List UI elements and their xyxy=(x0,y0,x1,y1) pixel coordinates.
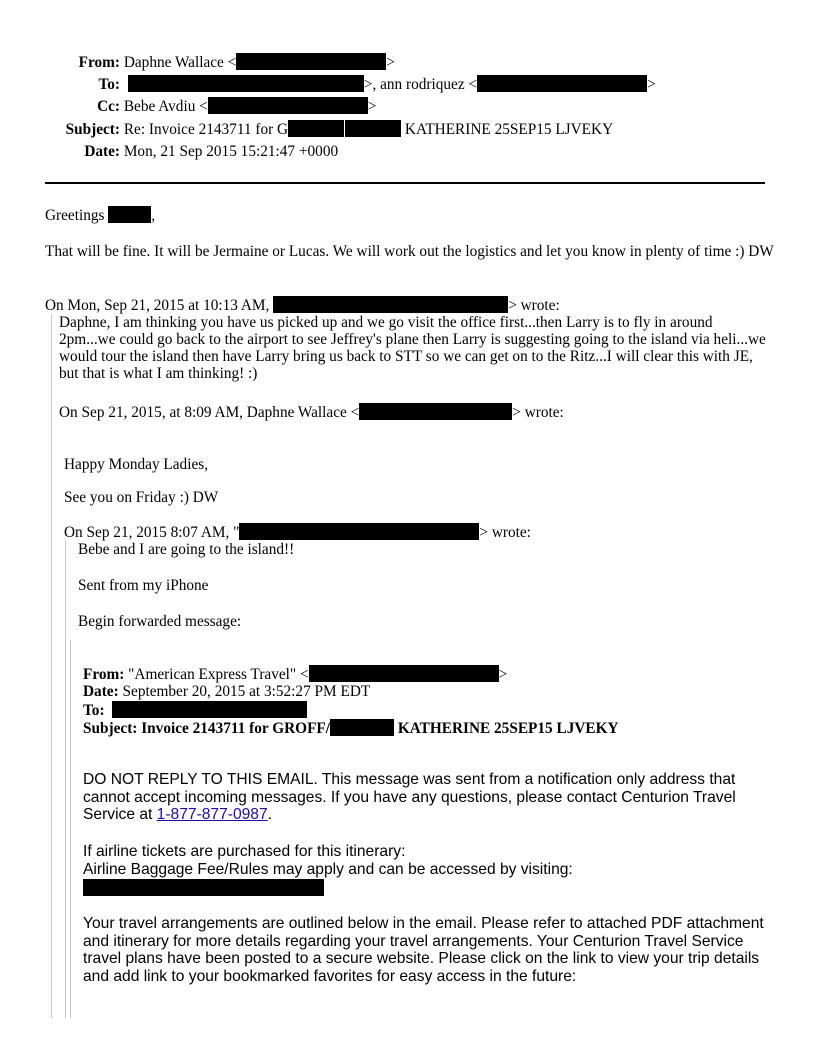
redacted-baggage-link xyxy=(83,879,324,896)
quote-bar-level3 xyxy=(70,640,71,1018)
greeting-text: Greetings xyxy=(45,207,105,224)
notice-text: DO NOT REPLY TO THIS EMAIL. This message was sent from a notification only address that cannot accept incoming messages. If you have any questions, please contact Centurion Travel Service at xyxy=(83,771,736,823)
no-reply-notice xyxy=(83,771,773,824)
redacted-fwd-subject xyxy=(330,719,394,736)
quote2-post: > wrote: xyxy=(512,404,564,421)
quote3-pre: On Sep 21, 2015 8:07 AM, " xyxy=(64,524,240,541)
header-from-row xyxy=(0,53,395,72)
redacted-fwd-from-email xyxy=(309,665,499,682)
fwd-to-label: To: xyxy=(83,702,105,719)
quote-bar-level2 xyxy=(65,540,66,1018)
arrangements-paragraph: Your travel arrangements are outlined below in the email. Please refer to attached PDF attachment and itinerary for more details regarding your travel arrangements. Your Centurion Travel Service travel plans have been posted to a secure website. Please click on the link to view your trip details and add link to your bookmarked favorites for easy access in the future: xyxy=(83,915,764,985)
fwd-from-label: From: xyxy=(83,666,125,683)
subject-pre: Re: Invoice 2143711 for G xyxy=(123,121,289,138)
airline-line2: Airline Baggage Fee/Rules may apply and can be accessed by visiting: xyxy=(83,861,573,878)
quote1-attribution xyxy=(45,296,560,315)
from-name: Daphne Wallace < xyxy=(123,54,237,71)
redacted-subject-name xyxy=(288,120,344,137)
fwd-date-value: September 20, 2015 at 3:52:27 PM EDT xyxy=(122,683,371,700)
date-value: Mon, 21 Sep 2015 15:21:47 +0000 xyxy=(123,143,339,160)
header-cc-row xyxy=(0,97,376,116)
fwd-to-row xyxy=(83,701,307,720)
greeting xyxy=(45,206,155,225)
subject-post: KATHERINE 25SEP15 LJVEKY xyxy=(404,121,614,138)
redacted-quote3-sender xyxy=(239,523,479,540)
to-recipients: >, ann rodriquez < xyxy=(363,76,478,93)
quote3-post: > wrote: xyxy=(479,524,531,541)
greeting-comma: , xyxy=(151,207,156,224)
header-subject-row xyxy=(0,120,613,139)
quote1-post: > wrote: xyxy=(508,297,560,314)
quote-bar-level1 xyxy=(51,314,52,1018)
header-divider xyxy=(45,182,765,184)
cc-name: Bebe Avdiu < xyxy=(123,98,208,115)
quote3-line3: Begin forwarded message: xyxy=(78,613,242,630)
redacted-quote1-sender xyxy=(273,296,508,313)
fwd-subject-label: Subject: xyxy=(83,720,138,737)
redacted-to-email xyxy=(477,75,647,92)
redacted-fwd-to xyxy=(112,701,307,718)
quote3-line1: Bebe and I are going to the island!! xyxy=(78,541,295,558)
quote2-line2: See you on Friday :) DW xyxy=(64,489,219,506)
quote1-pre: On Mon, Sep 21, 2015 at 10:13 AM, xyxy=(45,297,270,314)
reply-paragraph: That will be fine. It will be Jermaine or Lucas. We will work out the logistics and let you know in plenty of time :) DW xyxy=(45,243,774,260)
to-close: > xyxy=(647,76,656,93)
fwd-subject-post: KATHERINE 25SEP15 LJVEKY xyxy=(397,720,619,737)
quote3-line2: Sent from my iPhone xyxy=(78,577,209,594)
redacted-cc-email xyxy=(208,97,368,114)
from-close: > xyxy=(386,54,395,71)
header-date-row xyxy=(0,143,338,161)
to-label: To: xyxy=(98,76,120,93)
fwd-subject-pre: Invoice 2143711 for GROFF/ xyxy=(141,720,331,737)
fwd-from-close: > xyxy=(498,666,508,683)
quote2-pre: On Sep 21, 2015, at 8:09 AM, Daphne Wallace < xyxy=(59,404,360,421)
quote2-line1: Happy Monday Ladies, xyxy=(64,456,209,473)
notice-end: . xyxy=(267,806,272,823)
quote2-attribution xyxy=(59,403,564,422)
fwd-subject-row xyxy=(83,719,619,738)
redacted-quote2-email xyxy=(359,403,512,420)
fwd-from-row xyxy=(83,665,507,684)
date-label: Date: xyxy=(84,143,120,160)
redacted-subject-name-2 xyxy=(345,120,401,137)
subject-label: Subject: xyxy=(65,121,120,138)
header-to-row xyxy=(0,75,656,94)
fwd-date-label: Date: xyxy=(83,683,119,700)
redacted-greeting-name xyxy=(108,206,151,223)
quote3-attribution xyxy=(64,523,531,542)
fwd-date-row xyxy=(83,683,370,701)
redacted-from-email xyxy=(236,53,386,70)
airline-line1: If airline tickets are purchased for this itinerary: xyxy=(83,843,406,860)
cc-close: > xyxy=(367,98,377,115)
phone-link[interactable]: 1-877-877-0987 xyxy=(156,806,268,823)
quote1-text: Daphne, I am thinking you have us picked up and we go visit the office first...then Larry is to fly in around 2pm...we could go back to the airport to see Jeffrey's plane then Larry is suggesting going to the island via heli...we would tour the island then have Larry bring us back to STT so we can get on to the Ritz...I will clear this with JE, but that is what I am thinking! :) xyxy=(59,314,766,382)
redacted-to-recipient xyxy=(128,75,364,92)
from-label: From: xyxy=(78,54,120,71)
cc-label: Cc: xyxy=(97,98,120,115)
fwd-from-value: "American Express Travel" < xyxy=(128,666,309,683)
